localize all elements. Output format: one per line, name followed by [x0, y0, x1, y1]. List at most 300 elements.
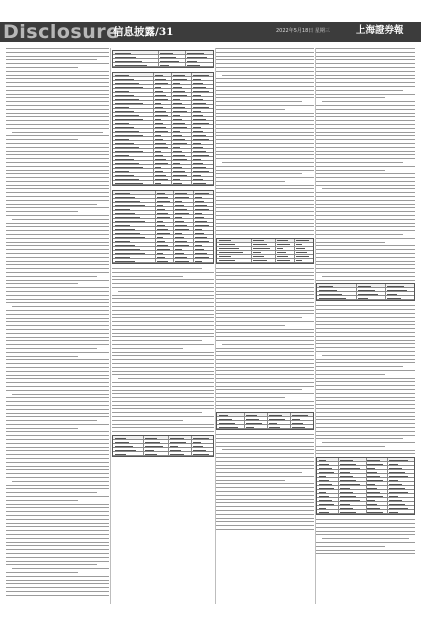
text-line: [216, 506, 314, 507]
text-line: [6, 356, 78, 357]
text-line: [6, 553, 109, 554]
text-line: [216, 170, 314, 171]
text-line: [316, 370, 415, 371]
text-line: [6, 390, 109, 391]
text-line: [6, 128, 109, 129]
text-line: [112, 283, 214, 284]
text-line: [118, 378, 214, 379]
text-line: [112, 371, 214, 372]
text-line: [6, 48, 109, 49]
text-line: [6, 382, 109, 383]
text-line: [6, 204, 97, 205]
text-line: [12, 219, 109, 220]
text-line: [6, 166, 109, 167]
text-line: [6, 564, 97, 565]
text-line: [112, 359, 214, 360]
table-row: [113, 452, 213, 456]
text-line: [6, 477, 109, 478]
text-line: [216, 351, 314, 352]
text-line: [6, 78, 109, 79]
text-line: [6, 500, 78, 501]
text-line: [6, 454, 109, 455]
text-line: [222, 449, 314, 450]
text-line: [216, 223, 314, 224]
text-line: [316, 158, 415, 159]
text-line: [216, 370, 314, 371]
column-divider: [110, 48, 111, 604]
text-line: [316, 223, 415, 224]
body-text-block: [216, 48, 314, 235]
text-line: [6, 424, 109, 425]
text-line: [216, 499, 314, 500]
text-line: [6, 439, 109, 440]
text-line: [6, 185, 109, 186]
text-line: [316, 71, 415, 72]
text-line: [316, 324, 415, 325]
financial-table: [112, 190, 214, 264]
text-line: [112, 276, 183, 277]
text-line: [216, 525, 314, 526]
text-line: [112, 382, 214, 383]
text-line: [6, 151, 109, 152]
text-line: [12, 481, 109, 482]
text-line: [316, 362, 415, 363]
text-line: [216, 329, 314, 330]
text-line: [216, 177, 314, 178]
text-line: [6, 519, 109, 520]
text-line: [6, 154, 109, 155]
text-line: [112, 329, 214, 330]
text-line: [6, 90, 109, 91]
text-line: [216, 389, 302, 390]
text-line: [12, 394, 109, 395]
text-line: [112, 348, 183, 349]
text-line: [316, 139, 415, 140]
text-line: [6, 181, 109, 182]
text-line: [6, 485, 109, 486]
text-line: [6, 591, 109, 592]
text-line: [316, 215, 415, 216]
text-line: [216, 363, 314, 364]
text-line: [6, 378, 109, 379]
text-line: [216, 502, 314, 503]
text-line: [112, 393, 214, 394]
text-line: [316, 400, 415, 401]
text-line: [316, 56, 415, 57]
text-line: [216, 143, 314, 144]
text-line: [316, 550, 415, 551]
text-line: [222, 344, 314, 345]
text-line: [216, 336, 314, 337]
text-line: [112, 424, 214, 425]
text-line: [6, 63, 109, 64]
text-line: [216, 173, 302, 174]
text-line: [216, 192, 314, 193]
text-line: [6, 215, 109, 216]
text-line: [6, 545, 109, 546]
text-line: [216, 446, 314, 447]
text-line: [6, 492, 97, 493]
text-line: [6, 431, 109, 432]
text-line: [112, 352, 214, 353]
text-line: [316, 132, 415, 133]
text-line: [316, 313, 415, 314]
text-line: [6, 318, 109, 319]
text-line: [6, 211, 78, 212]
text-line: [316, 366, 403, 367]
text-line: [6, 458, 109, 459]
text-line: [112, 317, 214, 318]
text-line: [112, 298, 214, 299]
text-line: [6, 67, 78, 68]
text-line: [316, 97, 385, 98]
text-line: [216, 405, 314, 406]
text-line: [216, 348, 314, 349]
text-line: [6, 56, 109, 57]
text-line: [216, 457, 314, 458]
text-line: [316, 423, 415, 424]
text-line: [216, 325, 285, 326]
text-line: [112, 302, 214, 303]
text-line: [216, 434, 314, 435]
text-line: [316, 78, 415, 79]
text-line: [316, 48, 415, 49]
text-line: [6, 450, 109, 451]
table-row: [113, 181, 213, 185]
text-line: [112, 355, 214, 356]
text-line: [322, 188, 415, 189]
text-line: [112, 401, 214, 402]
text-line: [112, 268, 202, 269]
text-line: [6, 101, 109, 102]
text-line: [316, 453, 415, 454]
text-line: [6, 192, 109, 193]
text-line: [6, 504, 109, 505]
text-line: [316, 328, 415, 329]
text-line: [112, 287, 214, 288]
text-line: [316, 59, 415, 60]
text-line: [316, 154, 415, 155]
text-line: [216, 408, 314, 409]
text-line: [6, 371, 109, 372]
text-line: [216, 401, 314, 402]
text-line: [316, 245, 415, 246]
text-line: [112, 344, 214, 345]
text-line: [222, 162, 314, 163]
text-line: [216, 67, 314, 68]
text-line: [6, 158, 109, 159]
text-line: [316, 378, 415, 379]
text-line: [6, 435, 109, 436]
text-line: [216, 321, 314, 322]
text-line: [216, 340, 314, 341]
text-line: [112, 427, 214, 428]
text-line: [216, 78, 314, 79]
text-line: [112, 340, 202, 341]
text-line: [216, 306, 314, 307]
text-line: [216, 211, 314, 212]
text-line: [6, 466, 109, 467]
text-line: [112, 420, 183, 421]
text-line: [6, 321, 109, 322]
text-line: [6, 523, 109, 524]
text-line: [216, 529, 314, 530]
text-line: [112, 405, 214, 406]
text-line: [316, 143, 415, 144]
text-line: [316, 389, 415, 390]
text-line: [6, 264, 109, 265]
text-line: [6, 200, 109, 201]
text-line: [216, 480, 285, 481]
text-line: [216, 378, 314, 379]
body-text-block: [316, 519, 415, 554]
text-line: [216, 518, 314, 519]
text-line: [216, 219, 314, 220]
text-line: [316, 181, 415, 182]
table-row: [217, 425, 313, 429]
text-line: [316, 124, 415, 125]
text-line: [6, 261, 109, 262]
text-line: [6, 530, 109, 531]
text-line: [6, 488, 109, 489]
text-line: [6, 473, 109, 474]
text-line: [216, 105, 314, 106]
text-line: [6, 82, 109, 83]
text-line: [6, 352, 109, 353]
body-text-block: [316, 48, 415, 281]
text-line: [112, 310, 214, 311]
text-line: [6, 291, 109, 292]
text-line: [112, 416, 214, 417]
text-line: [216, 313, 314, 314]
text-line: [112, 363, 214, 364]
text-line: [216, 272, 314, 273]
financial-table: [216, 412, 314, 430]
text-line: [6, 333, 109, 334]
text-line: [216, 472, 302, 473]
text-line: [216, 230, 314, 231]
text-line: [216, 124, 314, 125]
text-line: [6, 325, 109, 326]
text-line: [6, 238, 109, 239]
text-line: [316, 109, 415, 110]
text-line: [216, 453, 314, 454]
text-line: [316, 359, 415, 360]
text-line: [6, 413, 109, 414]
text-line: [216, 393, 314, 394]
text-line: [216, 139, 314, 140]
section-title: 信息披露/31: [113, 26, 174, 38]
text-line: [6, 196, 109, 197]
text-line: [316, 343, 415, 344]
article-column-2: [112, 48, 214, 604]
text-line: [316, 219, 415, 220]
text-line: [316, 419, 415, 420]
text-line: [216, 294, 314, 295]
text-line: [6, 299, 109, 300]
text-line: [316, 249, 415, 250]
body-text-block: [216, 268, 314, 409]
text-line: [316, 75, 415, 76]
financial-table: [112, 50, 214, 68]
text-line: [216, 367, 314, 368]
text-line: [316, 519, 415, 520]
text-line: [316, 185, 415, 186]
text-line: [222, 75, 314, 76]
text-line: [316, 393, 415, 394]
text-line: [216, 97, 314, 98]
text-line: [316, 128, 415, 129]
text-line: [6, 287, 109, 288]
text-line: [322, 276, 415, 277]
text-line: [112, 306, 214, 307]
text-line: [6, 59, 97, 60]
text-line: [216, 287, 314, 288]
text-line: [216, 514, 314, 515]
text-line: [6, 268, 109, 269]
text-line: [112, 336, 214, 337]
text-line: [216, 491, 314, 492]
text-line: [322, 101, 415, 102]
text-line: [316, 438, 403, 439]
text-line: [316, 347, 415, 348]
text-line: [216, 48, 314, 49]
text-line: [6, 405, 109, 406]
text-line: [6, 109, 109, 110]
text-line: [216, 52, 314, 53]
text-line: [316, 431, 415, 432]
text-line: [316, 523, 415, 524]
text-line: [6, 420, 97, 421]
text-line: [216, 355, 314, 356]
text-line: [6, 113, 109, 114]
text-line: [6, 401, 109, 402]
text-line: [316, 309, 415, 310]
text-line: [216, 200, 314, 201]
text-line: [322, 538, 409, 539]
text-line: [216, 128, 314, 129]
text-line: [6, 469, 109, 470]
text-line: [316, 116, 415, 117]
text-line: [216, 120, 314, 121]
text-line: [316, 542, 415, 543]
text-line: [216, 438, 314, 439]
text-line: [6, 340, 109, 341]
text-line: [6, 280, 109, 281]
text-line: [6, 428, 78, 429]
text-line: [216, 476, 314, 477]
text-line: [6, 557, 109, 558]
text-line: [216, 147, 314, 148]
article-column-4: [316, 48, 415, 604]
text-line: [316, 332, 415, 333]
text-line: [112, 279, 214, 280]
text-line: [112, 397, 214, 398]
text-line: [316, 374, 385, 375]
text-line: [316, 272, 415, 273]
text-line: [6, 245, 109, 246]
text-line: [216, 310, 314, 311]
text-line: [6, 507, 109, 508]
text-line: [6, 230, 109, 231]
text-line: [316, 546, 385, 547]
text-line: [316, 412, 415, 413]
text-line: [6, 367, 109, 368]
text-line: [216, 204, 314, 205]
text-line: [316, 427, 415, 428]
text-line: [316, 268, 415, 269]
text-line: [216, 135, 314, 136]
text-line: [6, 94, 109, 95]
text-line: [216, 510, 314, 511]
text-line: [216, 332, 314, 333]
text-line: [216, 291, 314, 292]
text-line: [6, 147, 109, 148]
text-line: [6, 173, 109, 174]
text-line: [6, 561, 109, 562]
text-line: [216, 181, 285, 182]
text-line: [216, 207, 314, 208]
text-line: [316, 534, 415, 535]
text-line: [216, 188, 314, 189]
text-line: [6, 580, 109, 581]
table-row: [217, 259, 313, 263]
text-line: [216, 382, 314, 383]
text-line: [316, 135, 415, 136]
text-line: [112, 333, 214, 334]
text-line: [316, 226, 415, 227]
text-line: [316, 211, 415, 212]
text-line: [6, 409, 109, 410]
text-line: [6, 337, 109, 338]
text-line: [6, 359, 109, 360]
text-line: [316, 305, 415, 306]
text-line: [216, 374, 314, 375]
text-line: [322, 355, 415, 356]
text-line: [6, 496, 109, 497]
text-line: [6, 223, 109, 224]
text-line: [6, 143, 109, 144]
text-line: [216, 63, 314, 64]
text-line: [316, 435, 415, 436]
text-line: [6, 534, 109, 535]
text-line: [6, 207, 109, 208]
text-line: [316, 151, 415, 152]
text-line: [316, 105, 415, 106]
text-line: [316, 317, 415, 318]
text-line: [316, 446, 385, 447]
text-line: [316, 52, 415, 53]
text-line: [216, 82, 314, 83]
text-line: [112, 295, 214, 296]
text-line: [316, 280, 415, 281]
text-line: [6, 526, 109, 527]
text-line: [216, 90, 314, 91]
text-line: [216, 521, 314, 522]
text-line: [216, 487, 314, 488]
text-line: [6, 177, 109, 178]
text-line: [6, 283, 78, 284]
text-line: [316, 253, 415, 254]
text-line: [316, 351, 415, 352]
text-line: [6, 595, 109, 596]
text-line: [316, 63, 415, 64]
text-line: [6, 116, 109, 117]
table-row: [113, 259, 213, 263]
text-line: [216, 166, 314, 167]
financial-table: [216, 238, 314, 264]
text-line: [6, 375, 109, 376]
